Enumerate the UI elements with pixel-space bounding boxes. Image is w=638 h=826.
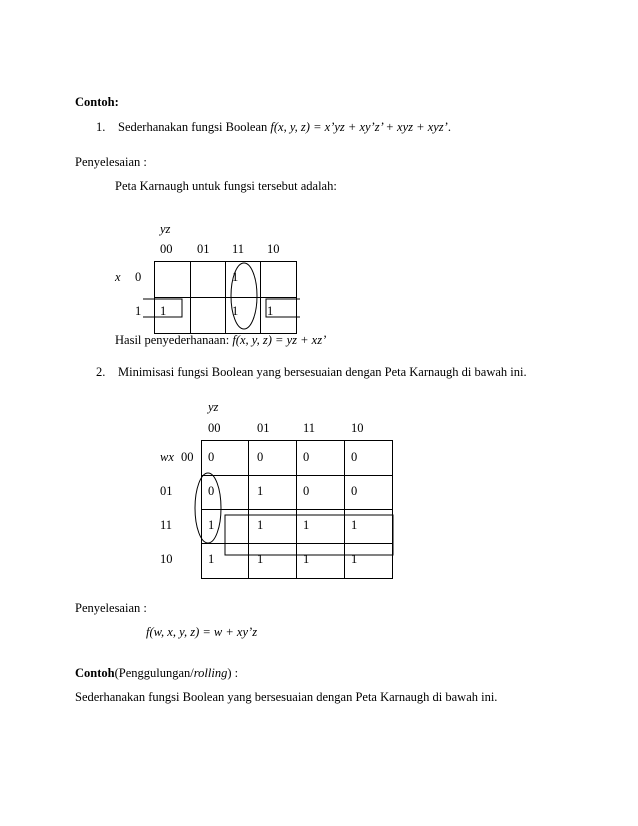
kmap-col-variable: yz: [160, 222, 171, 236]
kmap-cell: 0: [351, 484, 358, 498]
kmap-row-header: 1: [135, 304, 142, 318]
kmap-col-header: 00: [160, 242, 173, 256]
paragraph: Sederhanakan fungsi Boolean yang bersesuaian dengan Peta Karnaugh di bawah ini.: [75, 690, 498, 704]
solution-label: Penyelesaian :: [75, 155, 147, 169]
kmap-cell: 1: [160, 304, 167, 318]
kmap-cell: 1: [351, 518, 358, 532]
kmap-col-variable: yz: [208, 400, 219, 414]
kmap-cell: 0: [303, 484, 310, 498]
kmap-cell: 0: [303, 450, 310, 464]
kmap-cell: 0: [208, 450, 215, 464]
map-intro: Peta Karnaugh untuk fungsi tersebut adalah:: [115, 179, 337, 193]
example-heading: Contoh:: [75, 95, 119, 109]
problem-number: 1.: [96, 120, 106, 134]
kmap-row-header: 00: [181, 450, 194, 464]
problem-statement: Sederhanakan fungsi Boolean f(x, y, z) = x’yz + xy’z’ + xyz + xyz’.: [118, 120, 451, 134]
kmap-row-header: 01: [160, 484, 173, 498]
kmap-cell: 1: [267, 304, 274, 318]
kmap-1-wrap-group-right: [266, 299, 300, 317]
example-heading: Contoh(Penggulungan/rolling) :: [75, 666, 239, 680]
solution-expression: f(w, x, y, z) = w + xy’z: [146, 625, 258, 639]
kmap-col-header: 01: [197, 242, 210, 256]
kmap-cell: 1: [208, 552, 215, 566]
solution-label: Penyelesaian :: [75, 601, 147, 615]
kmap-col-header: 11: [232, 242, 245, 256]
kmap-cell: 0: [351, 450, 358, 464]
kmap-cell: 1: [257, 552, 264, 566]
kmap-cell: 1: [303, 552, 310, 566]
kmap-1-group-circle: [231, 263, 257, 329]
kmap-cell: 1: [351, 552, 358, 566]
kmap-cell: 1: [257, 484, 264, 498]
kmap-row-header: 10: [160, 552, 173, 566]
kmap-col-header: 10: [351, 421, 364, 435]
kmap-row-variable: x: [115, 270, 121, 284]
kmap-2-group-rectangle: [225, 515, 393, 555]
problem-number: 2.: [96, 365, 106, 379]
kmap-cell: 0: [257, 450, 264, 464]
kmap-row-header: 11: [160, 518, 173, 532]
kmap-cell: 1: [257, 518, 264, 532]
kmap-col-header: 11: [303, 421, 316, 435]
kmap-2-group-circle: [195, 473, 221, 543]
kmap-cell: 1: [208, 518, 215, 532]
kmap-cell: 0: [208, 484, 215, 498]
kmap-1-wrap-group-left: [143, 299, 182, 317]
kmap-cell: 1: [232, 304, 239, 318]
problem-statement: Minimisasi fungsi Boolean yang bersesuaian dengan Peta Karnaugh di bawah ini.: [118, 365, 527, 379]
kmap-col-header: 10: [267, 242, 280, 256]
result-line: Hasil penyederhanaan: f(x, y, z) = yz + xz’: [115, 333, 327, 347]
kmap-col-header: 01: [257, 421, 270, 435]
kmap-row-variable: wx: [160, 450, 174, 464]
kmap-cell: 1: [232, 270, 239, 284]
kmap-cell: 1: [303, 518, 310, 532]
kmap-col-header: 00: [208, 421, 221, 435]
kmap-row-header: 0: [135, 270, 142, 284]
